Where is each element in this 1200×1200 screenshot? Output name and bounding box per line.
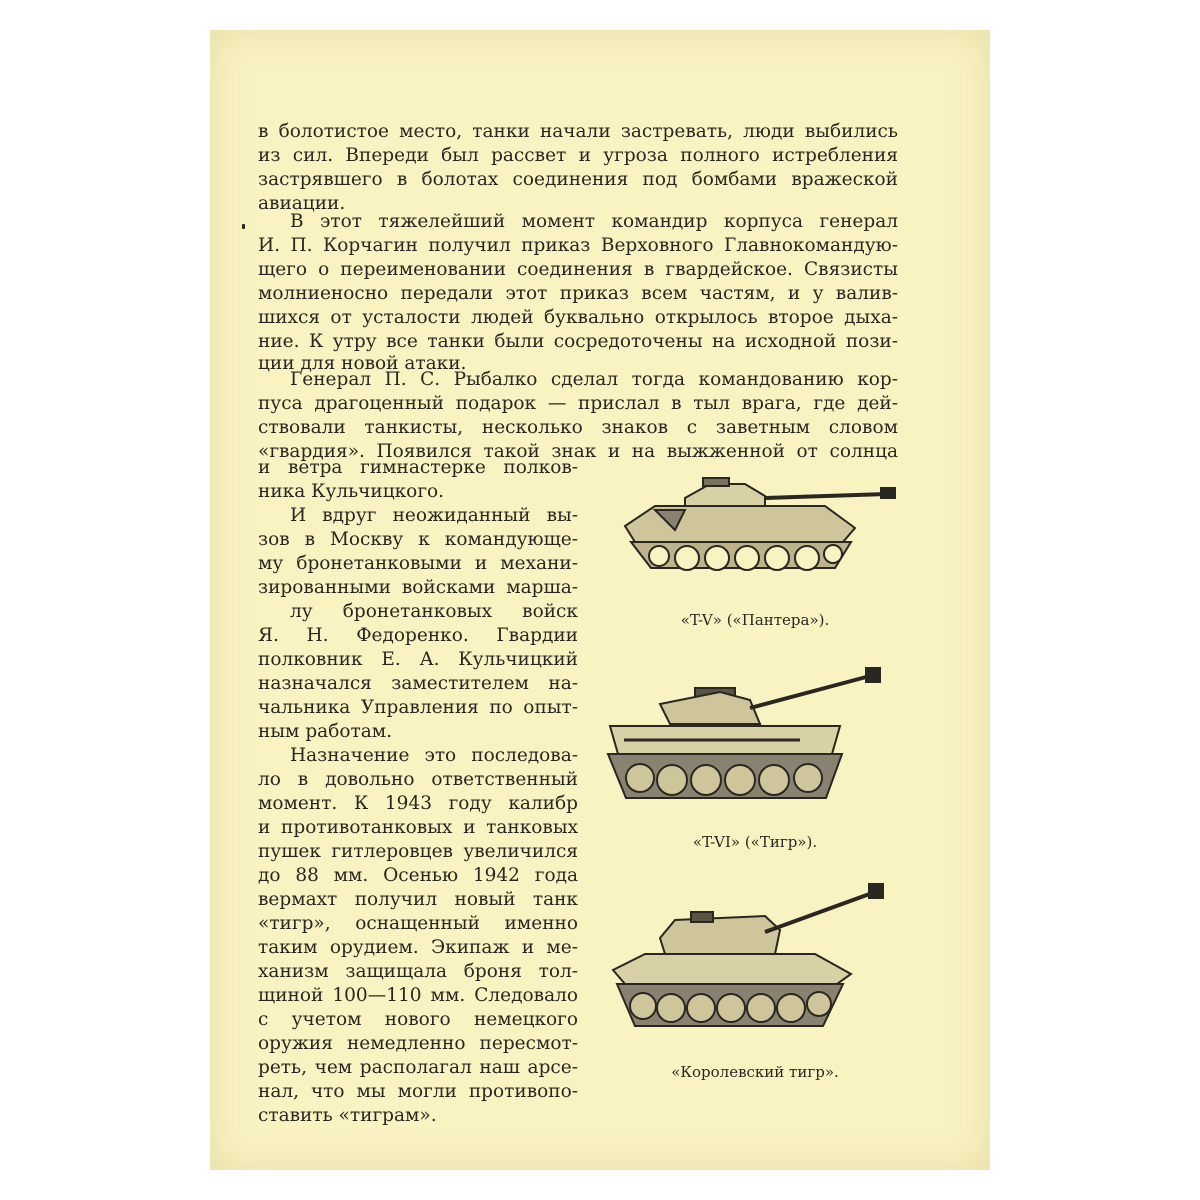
- text-line: пушек гитлеровцев увеличился: [258, 841, 578, 862]
- text-line: в болотистое место, танки начали застревать, люди выбились: [258, 121, 898, 142]
- text-line: В этот тяжелейший момент командир корпуса генерал: [290, 211, 898, 232]
- text-line: «тигр», оснащенный именно: [258, 913, 578, 934]
- text-line: вермахт получил новый танк: [258, 889, 578, 910]
- text-line: ханизм защищала броня тол-: [258, 961, 578, 982]
- text-line: из сил. Впереди был рассвет и угроза полного истребления: [258, 145, 898, 166]
- panther-tank-icon: [615, 470, 905, 585]
- text-line: момент. К 1943 году калибр: [258, 793, 578, 814]
- text-line: молниеносно передали этот приказ всем частям, и у валив-: [258, 283, 898, 304]
- figure-caption: «T-V» («Пантера»).: [680, 611, 830, 629]
- text-line: ние. К утру все танки были сосредоточены на исходной пози-: [258, 331, 898, 352]
- text-line: чальника Управления по опыт-: [258, 697, 578, 718]
- text-line: таким орудием. Экипаж и ме-: [258, 937, 578, 958]
- figure-caption: «Королевский тигр».: [671, 1063, 839, 1081]
- text-line: пуса драгоценный подарок — прислал в тыл врага, где дей-: [258, 393, 898, 414]
- text-line: нал, что мы могли противопо-: [258, 1081, 578, 1102]
- text-line: ствовали танкисты, несколько знаков с заветным словом: [258, 417, 898, 438]
- text-line: Генерал П. С. Рыбалко сделал тогда командованию кор-: [290, 369, 898, 390]
- text-line: оружия немедленно пересмот-: [258, 1033, 578, 1054]
- text-line: назначался заместителем на-: [258, 673, 578, 694]
- text-line: с учетом нового немецкого: [258, 1009, 578, 1030]
- text-line: авиации.: [258, 193, 346, 214]
- text-line: полковник Е. А. Кульчицкий: [258, 649, 578, 670]
- text-line: ным работам.: [258, 721, 393, 742]
- text-line: ло в довольно ответственный: [258, 769, 578, 790]
- text-line: щиной 100—110 мм. Следовало: [258, 985, 578, 1006]
- text-line: и ветра гимнастерке полков-: [258, 457, 578, 478]
- text-line: до 88 мм. Осенью 1942 года: [258, 865, 578, 886]
- text-line: ции для новой атаки.: [258, 353, 467, 374]
- text-line: зированными войсками марша-: [258, 577, 578, 598]
- text-line: И. П. Корчагин получил приказ Верховного Главнокомандую-: [258, 235, 898, 256]
- text-line: И вдруг неожиданный вы-: [290, 505, 578, 526]
- text-line: ника Кульчицкого.: [258, 481, 445, 502]
- figure-caption: «T-VI» («Тигр»).: [692, 833, 818, 851]
- king-tiger-tank-icon: [605, 880, 895, 1040]
- text-line: Назначение это последова-: [290, 745, 578, 766]
- text-line: му бронетанковыми и механи-: [258, 553, 578, 574]
- text-line: щего о переименовании соединения в гвардейское. Связисты: [258, 259, 898, 280]
- tiger-tank-icon: [600, 660, 890, 810]
- text-line: и противотанковых и танковых: [258, 817, 578, 838]
- text-line: зов в Москву к командующе-: [258, 529, 578, 550]
- text-line: реть, чем располагал наш арсе-: [258, 1057, 578, 1078]
- text-line: застрявшего в болотах соединения под бомбами вражеской: [258, 169, 898, 190]
- text-line: шихся от усталости людей буквально открылось второе дыха-: [258, 307, 898, 328]
- text-line: ставить «тиграм».: [258, 1105, 437, 1126]
- text-line: лу бронетанковых войск: [290, 601, 578, 622]
- ink-mark: [242, 224, 245, 229]
- text-line: «гвардия». Появился такой знак и на выжженной от солнца: [258, 441, 898, 462]
- text-line: Я. Н. Федоренко. Гвардии: [258, 625, 578, 646]
